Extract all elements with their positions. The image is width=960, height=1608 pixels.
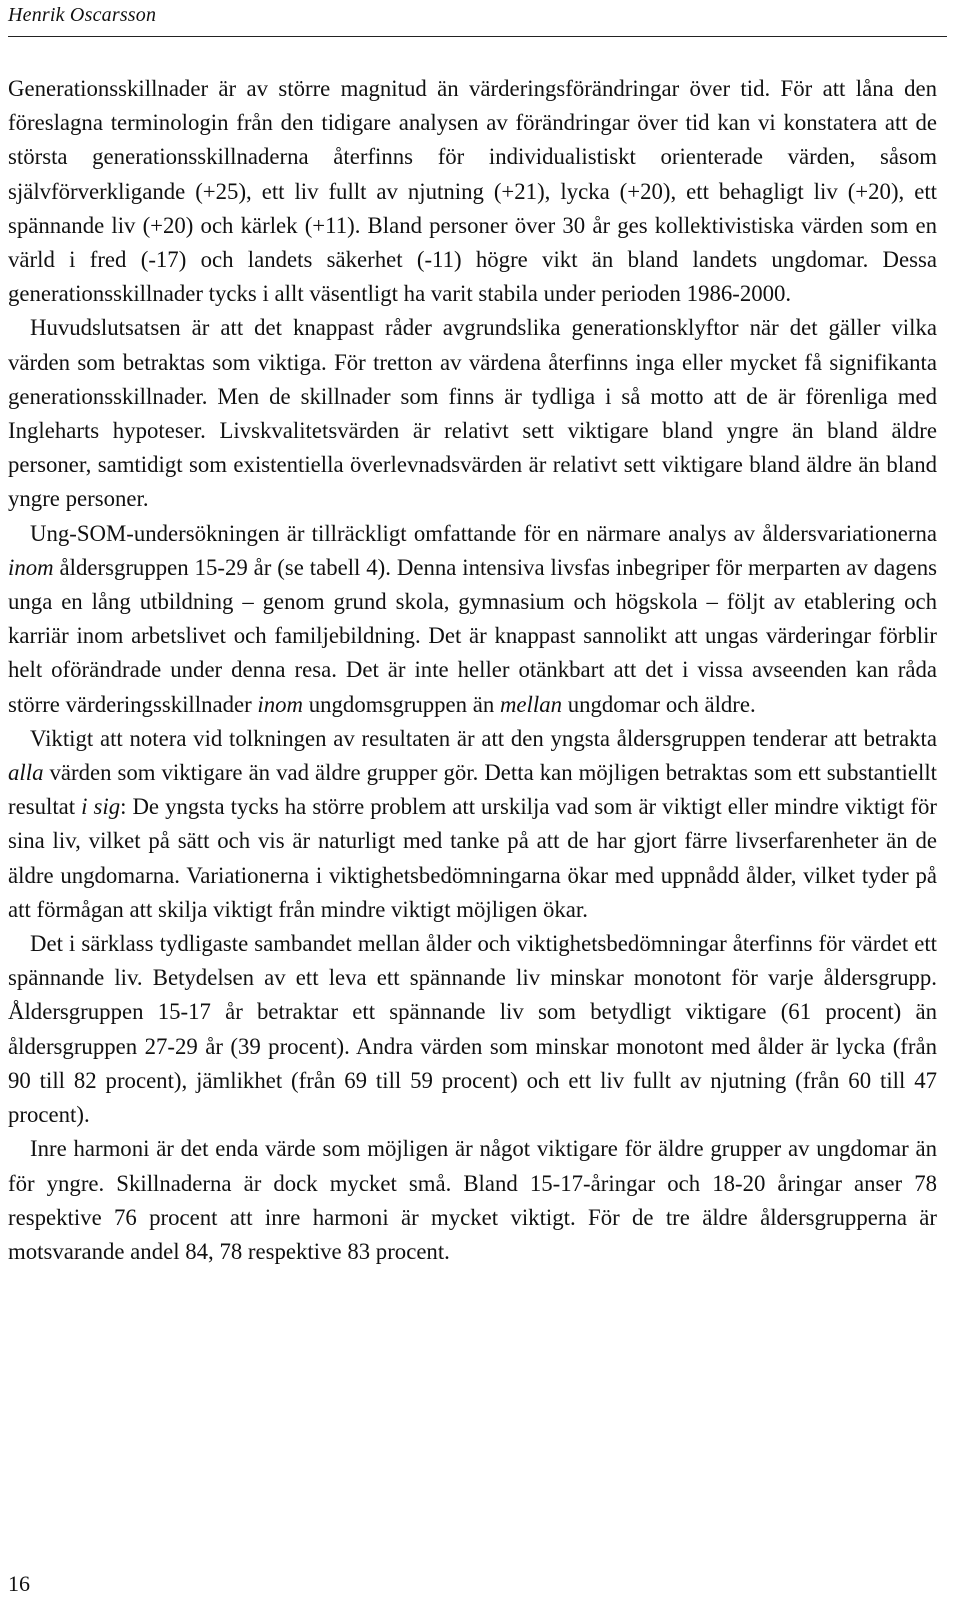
paragraph-text: ungdomar och äldre. — [562, 691, 756, 717]
paragraph-text: Viktigt att notera vid tolkningen av resultaten är att den yngsta åldersgruppen tenderar att betrakta — [30, 725, 937, 751]
paragraph — [8, 517, 937, 722]
paragraph — [8, 927, 937, 1132]
emphasis-text: alla — [8, 760, 44, 786]
page-number: 16 — [8, 1571, 30, 1596]
emphasis-text: i sig — [81, 794, 121, 820]
body-text — [8, 72, 937, 1269]
paragraph-text: åldersgruppen 15-29 år (se tabell 4). Denna intensiva livsfas inbegriper för merparten av dagens unga en lång utbildning – genom grund skola, gymnasium och högskola – följt av etablering och karriär inom arbetslivet och familjebildning. Det är knappast sannolikt att ungas värderingar förblir helt oförändrade under denna resa. Det är inte heller otänkbart att det i vissa avseenden kan råda större värderingsskillnader — [8, 554, 937, 717]
paragraph-text: värden som viktigare än vad äldre grupper gör. Detta kan möjligen betraktas som ett substantiellt resultat — [8, 760, 937, 820]
paragraph — [8, 72, 937, 311]
header-rule — [8, 36, 947, 37]
paragraph-text: Generationsskillnader är av större magnitud än värderingsförändringar över tid. För att låna den föreslagna terminologin från den tidigare analysen av förändringar över tid kan vi konstatera att de största generationsskillnaderna återfinns för individualistiskt orienterade värden, såsom självförverkligande (+25), ett liv fullt av njutning (+21), lycka (+20), ett behagligt liv (+20), ett spännande liv (+20) och kärlek (+11). Bland personer över 30 år ges kollektivistiska värden som en värld i fred (-17) och landets säkerhet (-11) högre vikt än bland landets ungdomar. Dessa generationsskillnader tycks i allt väsentligt ha varit stabila under perioden 1986-2000. — [8, 76, 937, 307]
paragraph-text: : De yngsta tycks ha större problem att urskilja vad som är viktigt eller mindre viktigt för sina liv, vilket på sätt och vis är naturligt med tanke på att de har gjort färre livserfarenheter än de äldre ungdomarna. Variationerna i viktighetsbedömningarna ökar med uppnådd ålder, vilket tyder på att förmågan att skilja viktigt från mindre viktigt möjligen ökar. — [8, 794, 937, 922]
paragraph — [8, 1132, 937, 1269]
running-head: Henrik Oscarsson — [8, 4, 157, 26]
paragraph-text: ungdomsgruppen än — [303, 691, 500, 717]
paragraph-text: Ung-SOM-undersökningen är tillräckligt omfattande för en närmare analys av åldersvariationerna — [30, 520, 937, 546]
paragraph-text: Det i särklass tydligaste sambandet mellan ålder och viktighetsbedömningar återfinns för värdet ett spännande liv. Betydelsen av ett leva ett spännande liv minskar monotont för varje åldersgrupp. Åldersgruppen 15-17 år betraktar ett spännande liv som betydligt viktigare (61 procent) än åldersgruppen 27-29 år (39 procent). Andra värden som minskar monotont med ålder är lycka (från 90 till 82 procent), jämlikhet (från 69 till 59 procent) och ett liv fullt av njutning (från 60 till 47 procent). — [8, 931, 937, 1128]
paragraph — [8, 311, 937, 516]
paragraph-text: Inre harmoni är det enda värde som möjligen är något viktigare för äldre grupper av ungdomar än för yngre. Skillnaderna är dock mycket små. Bland 15-17-åringar och 18-20 åringar anser 78 respektive 76 procent att inre harmoni är mycket viktigt. För de tre äldre åldersgrupperna är motsvarande andel 84, 78 respektive 83 procent. — [8, 1136, 937, 1264]
paragraph-text: Huvudslutsatsen är att det knappast råder avgrundslika generationsklyftor när det gäller vilka värden som betraktas som viktiga. För tretton av värdena återfinns inga eller mycket få signifikanta generationsskillnader. Men de skillnader som finns är tydliga i så motto att de är förenliga med Ingleharts hypoteser. Livskvalitetsvärden är relativt sett viktigare bland yngre än bland äldre personer, samtidigt som existentiella överlevnadsvärden är relativt sett viktigare bland äldre än bland yngre personer. — [8, 315, 937, 512]
paragraph — [8, 722, 937, 927]
emphasis-text: inom — [8, 554, 54, 580]
emphasis-text: inom — [257, 691, 304, 717]
emphasis-text: mellan — [499, 691, 562, 717]
